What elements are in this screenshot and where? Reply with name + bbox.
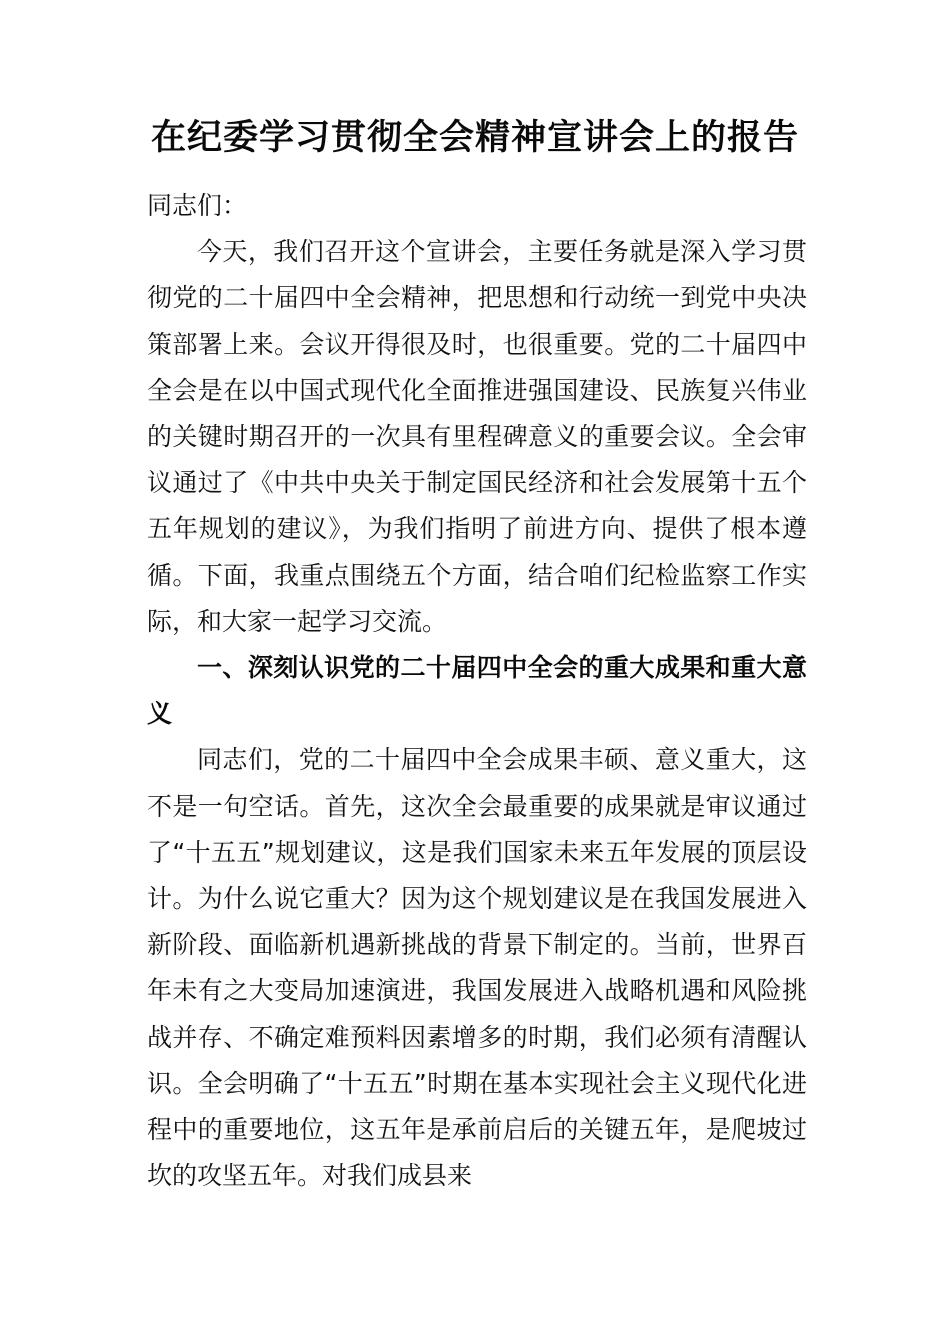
document-body — [147, 183, 807, 1199]
paragraph-section-1: 同志们，党的二十届四中全会成果丰硕、意义重大，这不是一句空话。首先，这次全会最重要的成果就是审议通过了“十五五”规划建议，这是我们国家未来五年发展的顶层设计。为什么说它重大？因为这个规划建议是在我国发展进入新阶段、面临新机遇新挑战的背景下制定的。当前，世界百年未有之大变局加速演进，我国发展进入战略机遇和风险挑战并存、不确定难预料因素增多的时期，我们必须有清醒认识。全会明确了“十五五”时期在基本实现社会主义现代化进程中的重要地位，这五年是承前启后的关键五年，是爬坡过坎的攻坚五年。对我们成县来 — [147, 745, 807, 1191]
paragraph-intro: 今天，我们召开这个宣讲会，主要任务就是深入学习贯彻党的二十届四中全会精神，把思想和行动统一到党中央决策部署上来。会议开得很及时，也很重要。党的二十届四中全会是在以中国式现代化全面推进强国建设、民族复兴伟业的关键时期召开的一次具有里程碑意义的重要会议。全会审议通过了《中共中央关于制定国民经济和社会发展第十五个五年规划的建议》，为我们指明了前进方向、提供了根本遵循。下面，我重点围绕五个方面，结合咱们纪检监察工作实际，和大家一起学习交流。 — [147, 237, 807, 636]
document-title: 在纪委学习贯彻全会精神宣讲会上的报告 — [150, 117, 799, 158]
salutation: 同志们： — [147, 191, 248, 220]
section-heading-1: 一、深刻认识党的二十届四中全会的重大成果和重大意义 — [147, 653, 807, 729]
